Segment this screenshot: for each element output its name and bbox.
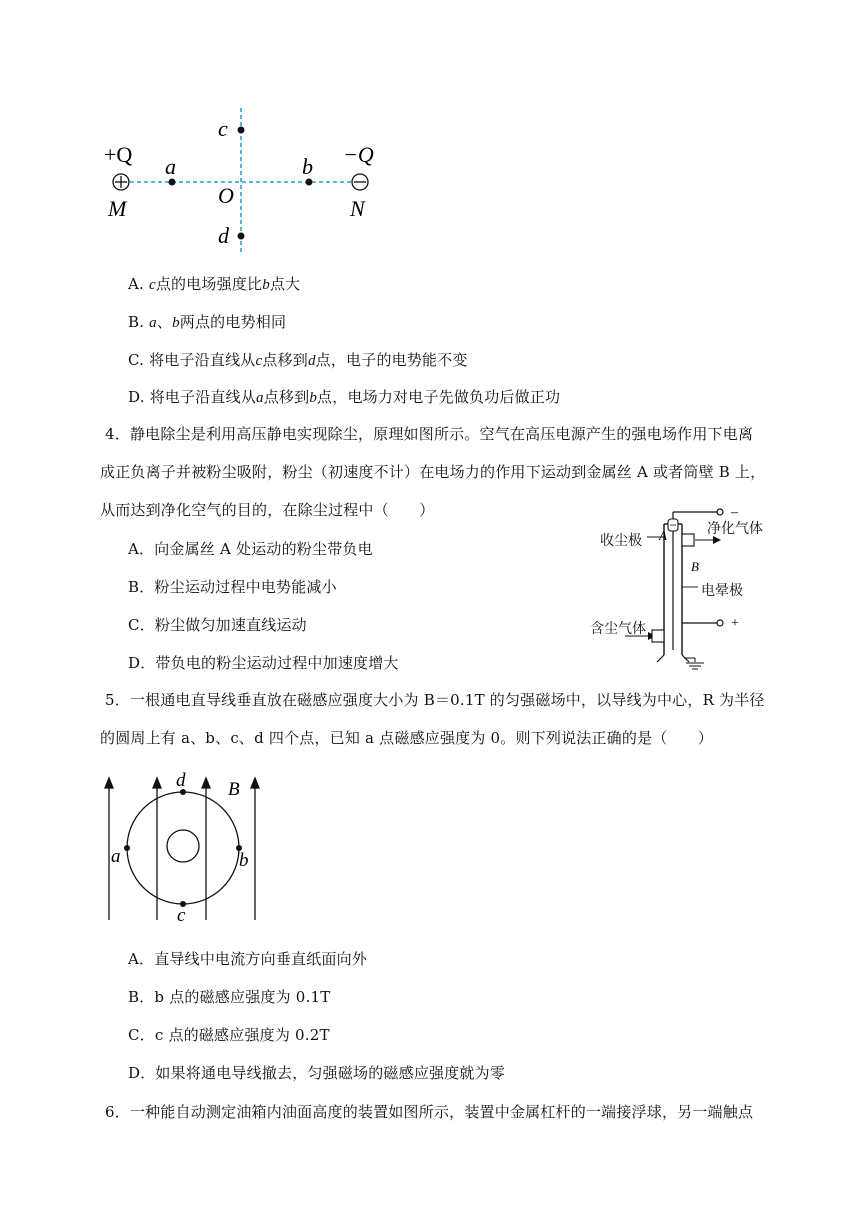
- label-n: N: [350, 196, 365, 221]
- option-mid: 、: [156, 313, 173, 331]
- option-suffix: 两点的电势相同: [179, 313, 287, 331]
- wire-cross-section: [167, 830, 199, 862]
- q5-stem-line2: 的圆周上有 a、b、c、d 四个点，已知 a 点磁感应强度为 0。则下列说法正确的是（ ）: [100, 729, 714, 747]
- label-collector: 收尘极: [600, 533, 642, 549]
- plus-terminal: [717, 620, 723, 626]
- charge-field-figure: [100, 100, 400, 260]
- var-c: c: [148, 277, 156, 293]
- inlet-pipe: [652, 630, 664, 642]
- point-a: [169, 179, 176, 186]
- label-c: c: [177, 905, 186, 926]
- q6-stem-line1: 6．一种能自动测定油箱内油面高度的装置如图所示，装置中金属杠杆的一端接浮球，另一端触点: [105, 1103, 754, 1121]
- q5-stem-line1: 5．一根通电直导线垂直放在磁感应强度大小为 B＝0.1T 的匀强磁场中，以导线为中心，R 为半径: [105, 691, 765, 709]
- label-minus-q: −Q: [343, 142, 374, 167]
- point-a: [124, 845, 130, 851]
- var-c: c: [255, 353, 263, 369]
- option-prefix: A.: [128, 275, 149, 293]
- q5-option-d: D．如果将通电导线撤去，匀强磁场的磁感应强度就为零: [128, 1064, 506, 1082]
- label-corona: 电晕极: [701, 583, 743, 599]
- var-d: d: [307, 353, 316, 369]
- point-b: [306, 179, 313, 186]
- q5-option-a: A．直导线中电流方向垂直纸面向外: [128, 950, 368, 968]
- q3-option-c: [128, 349, 468, 370]
- label-d: d: [176, 770, 186, 791]
- label-c: c: [218, 116, 228, 141]
- field-arrow-icon: [251, 778, 259, 788]
- option-prefix: C. 将电子沿直线从: [128, 351, 256, 369]
- var-b: b: [309, 390, 318, 406]
- label-clean-gas: 净化气体: [707, 521, 763, 537]
- q3-option-a: [128, 273, 300, 294]
- label-d: d: [218, 223, 229, 248]
- option-mid: 点的电场强度比: [155, 275, 263, 293]
- label-a: a: [111, 846, 121, 867]
- option-suffix: 点，电场力对电子先做负功后做正功: [317, 388, 561, 406]
- point-d: [238, 233, 245, 240]
- q3-option-d: [128, 386, 560, 407]
- point-c: [238, 127, 245, 134]
- q3-option-b: [128, 311, 286, 332]
- minus-terminal: [717, 509, 723, 515]
- option-mid: 点移到: [263, 388, 310, 406]
- q4-option-d: D．带负电的粉尘运动过程中加速度增大: [128, 654, 399, 672]
- q5-option-c: C．c 点的磁感应强度为 0.2T: [128, 1026, 330, 1044]
- label-b: b: [239, 850, 249, 871]
- magnetic-field-figure: [100, 768, 270, 928]
- q4-option-c: C．粉尘做匀加速直线运动: [128, 616, 307, 634]
- label-o: O: [218, 183, 234, 208]
- q4-option-b: B．粉尘运动过程中电势能减小: [128, 578, 337, 596]
- option-prefix: D. 将电子沿直线从: [128, 388, 257, 406]
- var-a: a: [149, 315, 157, 331]
- label-m: M: [108, 196, 127, 221]
- field-arrow-icon: [105, 778, 113, 788]
- q4-option-a: A．向金属丝 A 处运动的粉尘带负电: [128, 540, 373, 558]
- field-arrow-icon: [202, 778, 210, 788]
- option-mid: 点移到: [262, 351, 308, 369]
- label-plus: +: [731, 616, 739, 631]
- q4-stem-line2: 成正负离子并被粉尘吸附，粉尘（初速度不计）在电场力的作用下运动到金属丝 A 或者筒壁 B 上，: [100, 463, 766, 481]
- label-b: b: [302, 154, 313, 179]
- q4-stem-line1: 4．静电除尘是利用高压静电实现除尘，原理如图所示。空气在高压电源产生的强电场作用下电离: [105, 425, 754, 443]
- var-a: a: [256, 390, 264, 406]
- outlet-pipe: [682, 534, 694, 546]
- label-dusty-gas: 含尘气体: [590, 621, 646, 637]
- label-plus-q: +Q: [104, 142, 133, 167]
- label-b: B: [691, 559, 699, 574]
- option-prefix: B.: [128, 313, 150, 331]
- option-suffix: 点，电子的电势能不变: [315, 351, 468, 369]
- q5-option-b: B．b 点的磁感应强度为 0.1T: [128, 988, 331, 1006]
- q4-stem-line3: 从而达到净化空气的目的，在除尘过程中（ ）: [100, 501, 435, 519]
- var-b: b: [262, 277, 270, 293]
- field-arrow-icon: [153, 778, 161, 788]
- label-a: A: [659, 528, 667, 543]
- option-suffix: 点大: [269, 275, 301, 293]
- label-field-b: B: [228, 779, 240, 800]
- label-a: a: [165, 154, 176, 179]
- var-b: b: [172, 315, 180, 331]
- label-minus: –: [731, 505, 738, 520]
